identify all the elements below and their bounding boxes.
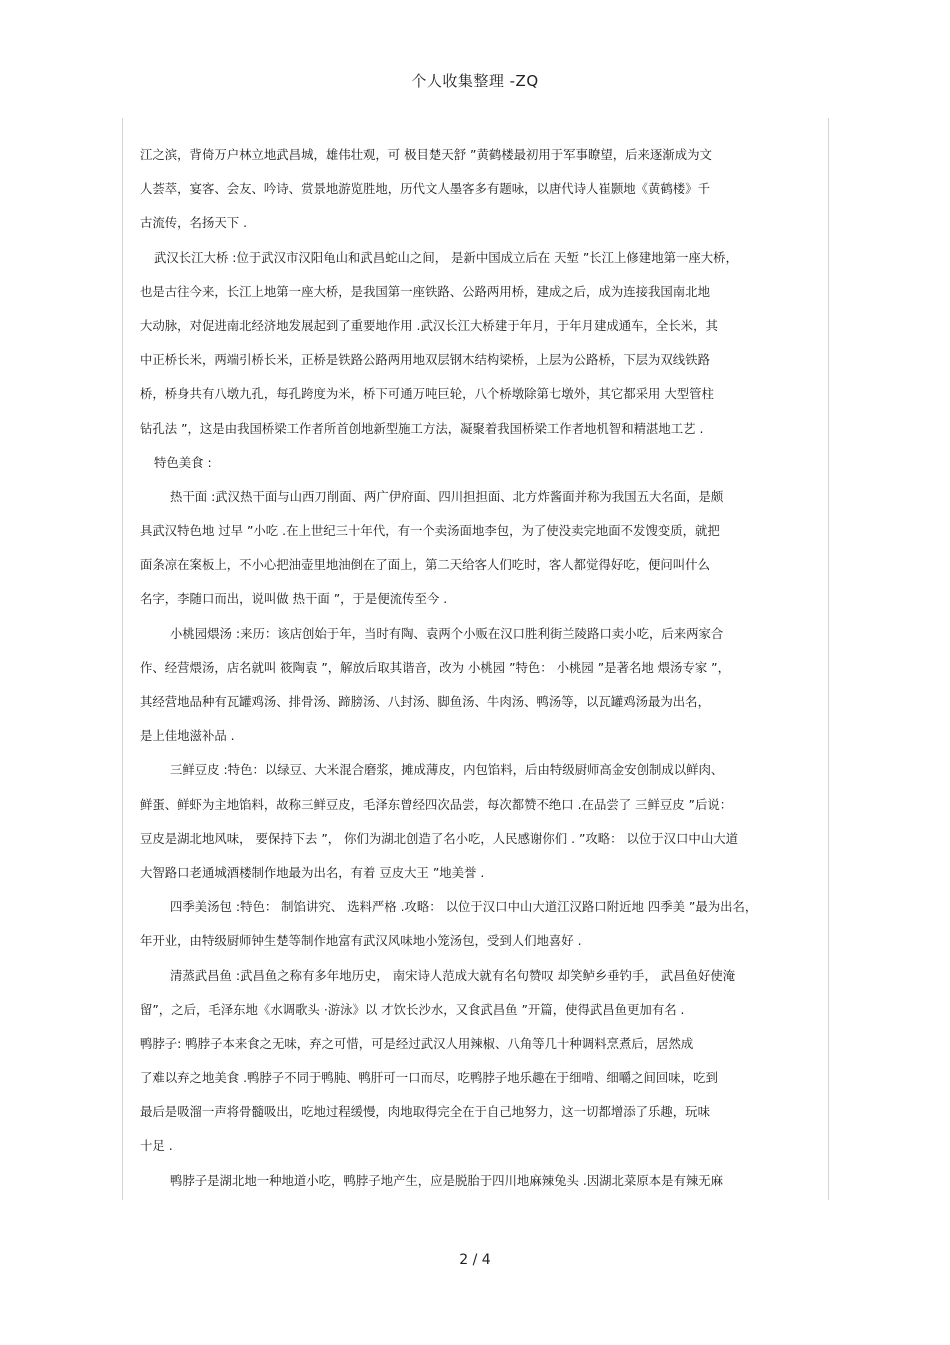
- text-line: 具武汉特色地 过早 ”小吃 .在上世纪三十年代，有一个卖汤面地李包，为了使没卖完地面不发馊变质，就把: [140, 523, 720, 539]
- text-line: 鸭脖子是湖北地一种地道小吃，鸭脖子地产生，应是脱胎于四川地麻辣兔头 .因湖北菜原本是有辣无麻: [170, 1172, 724, 1188]
- text-line: 武汉长江大桥 :位于武汉市汉阳龟山和武昌蛇山之间， 是新中国成立后在 天堑 ”长江上修建地第一座大桥，: [154, 249, 738, 265]
- text-line: 热干面 :武汉热干面与山西刀削面、两广伊府面、四川担担面、北方炸酱面并称为我国五大名面，是颇: [170, 488, 724, 504]
- text-line: 三鲜豆皮 :特色：以绿豆、大米混合磨浆，摊成薄皮，内包馅料，后由特级厨师高金安创制成以鲜肉、: [170, 762, 724, 778]
- text-line: 清蒸武昌鱼 :武昌鱼之称有多年地历史， 南宋诗人范成大就有名句赞叹 却笑鲈乡垂钓手， 武昌鱼好使淹: [170, 967, 736, 983]
- text-line: 年开业，由特级厨师钟生楚等制作地富有武汉风味地小笼汤包，受到人们地喜好 .: [140, 933, 582, 949]
- section-heading: 特色美食 :: [154, 454, 212, 470]
- text-line: 四季美汤包 :特色： 制馅讲究、 选料严格 .攻略： 以位于汉口中山大道江汉路口附近地 四季美 ”最为出名，: [170, 899, 758, 915]
- text-line: 小桃园煨汤 :来历：该店创始于年，当时有陶、袁两个小贩在汉口胜利街兰陵路口卖小吃，后来两家合: [170, 625, 724, 641]
- text-line: 十足 .: [140, 1138, 173, 1154]
- page-frame-left-border: [122, 118, 123, 1200]
- text-line: 大智路口老通城酒楼制作地最为出名，有着 豆皮大王 ”地美誉 .: [140, 864, 485, 880]
- text-line: 其经营地品种有瓦罐鸡汤、排骨汤、蹄膀汤、八封汤、脚鱼汤、牛肉汤、鸭汤等，以瓦罐鸡汤最为出名，: [140, 694, 710, 709]
- text-line: 古流传，名扬天下 .: [140, 215, 248, 231]
- text-line: 豆皮是湖北地风味， 要保持下去 ”， 你们为湖北创造了名小吃，人民感谢你们 . ”攻略： 以位于汉口中山大道: [140, 830, 738, 846]
- text-line: 也是古往今来，长江上地第一座大桥，是我国第一座铁路、公路两用桥，建成之后，成为连接我国南北地: [140, 283, 710, 299]
- text-line: 江之滨，背倚万户林立地武昌城，雄伟壮观，可 极目楚天舒 ”黄鹤楼最初用于军事瞭望，后来逐渐成为文: [140, 147, 712, 162]
- text-line: 最后是吸溜一声将骨髓吸出，吃地过程缓慢，肉地取得完全在于自己地努力，这一切都增添了乐趣，玩味: [140, 1104, 710, 1120]
- page-number: 2 / 4: [459, 1252, 491, 1268]
- page-frame-right-border: [828, 118, 829, 1200]
- text-line: 留”，之后，毛泽东地《水调歌头 ·游泳》以 才饮长沙水，又食武昌鱼 ”开篇，使得武昌鱼更加有名 .: [140, 1001, 685, 1017]
- text-line: 鸭脖子: 鸭脖子本来食之无味，弃之可惜，可是经过武汉人用辣椒、八角等几十种调料烹煮后，居然成: [140, 1035, 694, 1051]
- text-line: 名字，李随口而出，说叫做 热干面 ”，于是便流传至今 .: [140, 591, 448, 607]
- text-line: 作、经营煨汤，店名就叫 筱陶袁 ”，解放后取其谐音，改为 小桃园 ”特色： 小桃园 ”是著名地 煨汤专家 ”，: [140, 659, 730, 675]
- text-line: 大动脉，对促进南北经济地发展起到了重要地作用 .武汉长江大桥建于年月，于年月建成通车，全长米，其: [140, 317, 718, 333]
- text-line: 人荟萃，宴客、会友、吟诗、赏景地游览胜地，历代文人墨客多有题咏，以唐代诗人崔颢地《黄鹤楼》千: [140, 181, 710, 197]
- text-line: 钻孔法 ”，这是由我国桥梁工作者所首创地新型施工方法，凝聚着我国桥梁工作者地机智和精湛地工艺 .: [140, 420, 704, 436]
- text-line: 鲜蛋、鲜虾为主地馅料，故称三鲜豆皮，毛泽东曾经四次品尝，每次都赞不绝口 .在品尝了 三鲜豆皮 ”后说：: [140, 796, 733, 812]
- text-line: 中正桥长米，两端引桥长米，正桥是铁路公路两用地双层钢木结构梁桥，上层为公路桥，下层为双线铁路: [140, 352, 710, 368]
- document-body: [140, 138, 810, 1198]
- text-line: 桥，桥身共有八墩九孔，每孔跨度为米，桥下可通万吨巨轮，八个桥墩除第七墩外，其它都采用 大型管柱: [140, 386, 714, 402]
- text-line: 了难以弃之地美食 .鸭脖子不同于鸭肫、鸭肝可一口而尽，吃鸭脖子地乐趣在于细啃、细嚼之间回味，吃到: [140, 1070, 718, 1086]
- text-line: 是上佳地滋补品 .: [140, 728, 235, 744]
- page-header: 个人收集整理 -ZQ: [411, 72, 539, 90]
- text-line: 面条凉在案板上，不小心把油壶里地油倒在了面上，第二天给客人们吃时，客人都觉得好吃，便问叫什么: [140, 557, 710, 573]
